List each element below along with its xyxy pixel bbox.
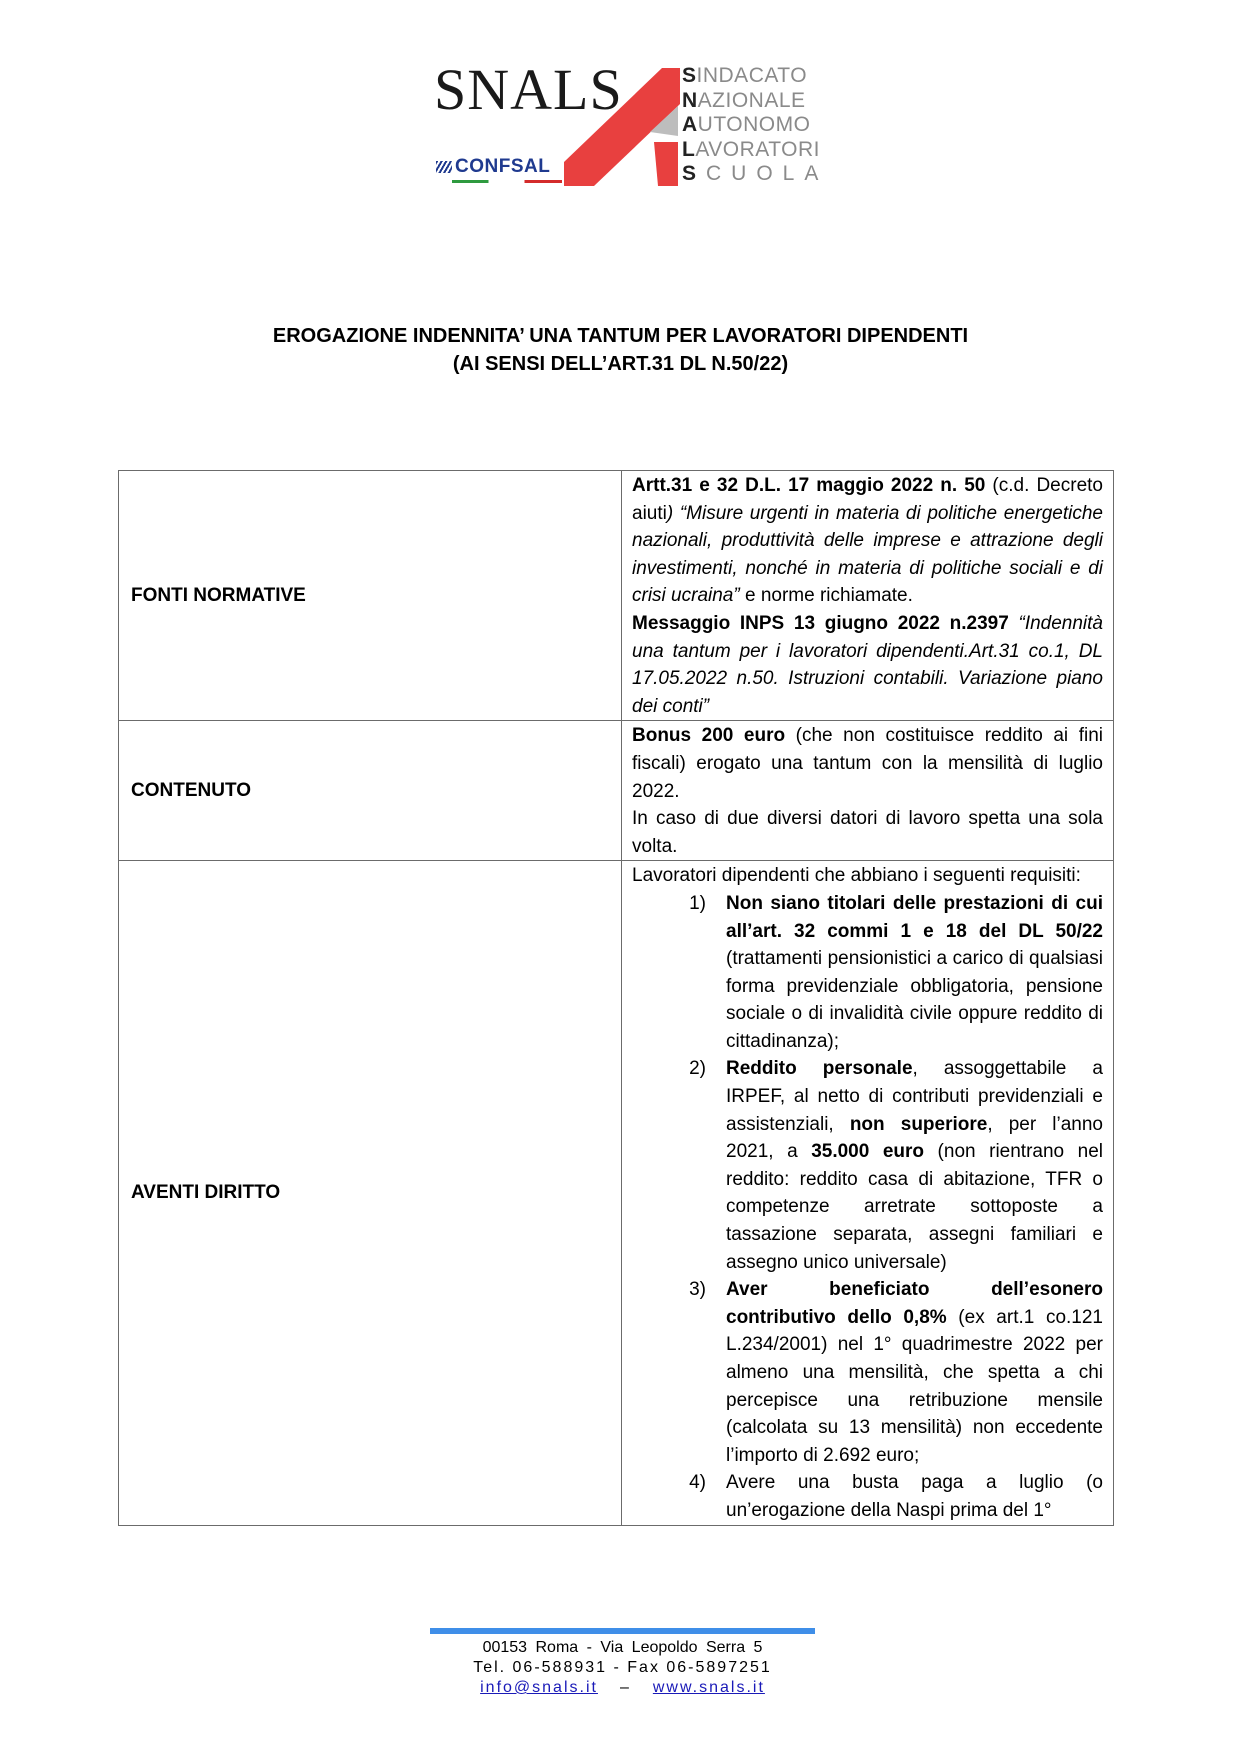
requirement-item: 1) Non siano titolari delle prestazioni di cui all’art. 32 commi 1 e 18 del DL 50/22 (trattamenti pensionistici a carico di qualsiasi forma previdenziale obbligatoria, pensione sociale o di invalidità civile oppure reddito di cittadinanza); xyxy=(689,892,1103,1052)
acronym-line: NAZIONALE xyxy=(682,88,806,112)
logo-swoosh-icon xyxy=(562,66,682,186)
row-content-contenuto xyxy=(622,721,1114,861)
logo-wordmark: SNALS xyxy=(434,57,623,122)
acronym-line: SINDACATO xyxy=(682,64,808,87)
aventi-intro: Lavoratori dipendenti che abbiano i seguenti requisiti: xyxy=(632,865,1081,887)
footer-address: 00153 Roma - Via Leopoldo Serra 5 xyxy=(482,1639,763,1656)
contenuto-paragraph-1: Bonus 200 euro (che non costituisce reddito ai fini fiscali) erogato una tantum con la mensilità di luglio 2022. xyxy=(632,725,1103,802)
confsal-tricolor-line xyxy=(452,180,562,183)
document-title xyxy=(0,322,1241,378)
logo-acronym-words xyxy=(682,64,828,187)
email-link[interactable]: info@snals.it xyxy=(480,1679,598,1696)
contenuto-paragraph-2: In caso di due diversi datori di lavoro spetta una sola volta. xyxy=(632,808,1103,857)
page-footer xyxy=(430,1628,815,1698)
requirements-list xyxy=(632,890,1103,1525)
requirement-item: 4) Avere una busta paga a luglio (o un’erogazione della Naspi prima del 1° xyxy=(689,1472,1103,1521)
fonti-paragraph-1: Artt.31 e 32 D.L. 17 maggio 2022 n. 50 (c.d. Decreto aiuti) “Misure urgenti in materia di politiche energetiche nazionali, produttività delle imprese e attrazione degli investimenti, nonché in materia di politiche sociali e di crisi ucraina” e norme richiamate. xyxy=(632,475,1103,607)
acronym-line: LAVORATORI xyxy=(682,137,821,161)
info-table xyxy=(118,470,1114,1526)
row-label-contenuto: CONTENUTO xyxy=(119,721,622,861)
requirement-item: 2) Reddito personale, assoggettabile a IRPEF, al netto di contributi previdenziali e assistenziali, non superiore, per l’anno 2021, a 35.000 euro (non rientrano nel reddito: reddito casa di abitazione, TFR o competenze arretrate sottoposte a tassazione separata, assegni familiari e assegno unico universale) xyxy=(689,1058,1103,1273)
row-label-aventi-diritto: AVENTI DIRITTO xyxy=(119,861,622,1525)
footer-divider-bar xyxy=(430,1628,815,1634)
row-content-aventi-diritto xyxy=(622,861,1114,1525)
table-row xyxy=(119,721,1114,861)
acronym-line: SCUOLA xyxy=(682,162,829,185)
footer-separator: – xyxy=(619,1679,631,1696)
footer-phone-fax: Tel. 06-588931 - Fax 06-5897251 xyxy=(473,1659,772,1676)
fonti-paragraph-2: Messaggio INPS 13 giugno 2022 n.2397 “Indennità una tantum per i lavoratori dipendenti.Art.31 co.1, DL 17.05.2022 n.50. Istruzioni contabili. Variazione piano dei conti” xyxy=(632,612,1103,717)
requirement-item: 3) Aver beneficiato dell’esonero contributivo dello 0,8% (ex art.1 co.121 L.234/2001) nel 1° quadrimestre 2022 per almeno una mensilità, che spetta a chi percepisce una retribuzione mensile (calcolata su 13 mensilità) non eccedente l’importo di 2.692 euro; xyxy=(689,1279,1103,1466)
row-label-fonti: FONTI NORMATIVE xyxy=(119,471,622,721)
table-row xyxy=(119,471,1114,721)
confsal-logo: CONFSAL xyxy=(436,156,550,178)
acronym-line: AUTONOMO xyxy=(682,113,811,136)
snals-logo xyxy=(420,57,829,188)
footer-contacts xyxy=(430,1678,815,1698)
table-row xyxy=(119,861,1114,1525)
website-link[interactable]: www.snals.it xyxy=(652,1679,765,1696)
title-line-1: EROGAZIONE INDENNITA’ UNA TANTUM PER LAVORATORI DIPENDENTI xyxy=(272,325,969,347)
title-line-2: (AI SENSI DELL’ART.31 DL N.50/22) xyxy=(452,353,789,375)
confsal-mark-icon xyxy=(436,161,452,173)
row-content-fonti xyxy=(622,471,1114,721)
